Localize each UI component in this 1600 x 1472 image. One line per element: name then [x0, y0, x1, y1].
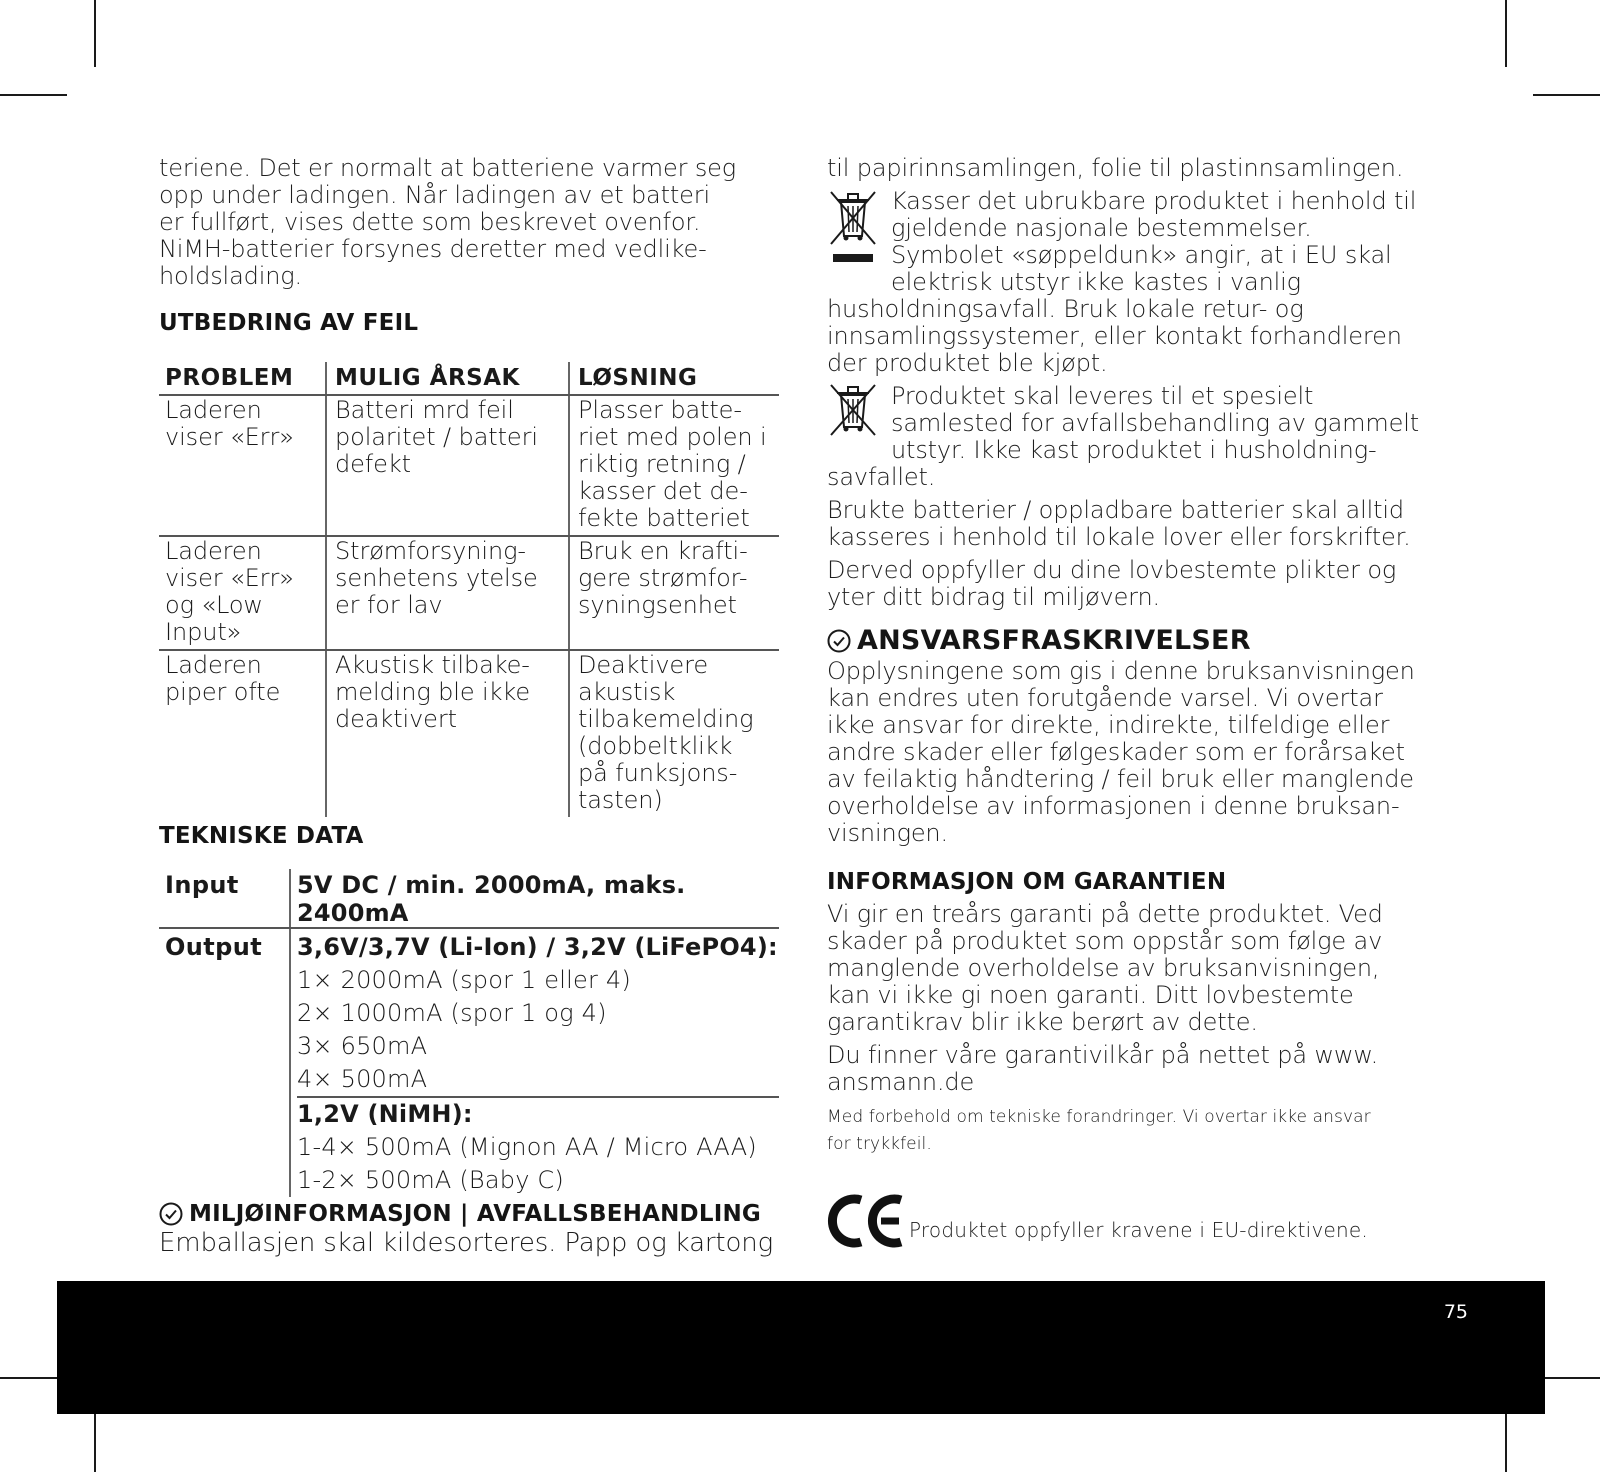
- environment-heading-text: MILJØINFORMASJON | AVFALLSBEHANDLING: [189, 1201, 761, 1227]
- troubleshoot-table: [159, 362, 779, 817]
- solution-cell: Bruk en krafti- gere strømfor- syningsenhet: [568, 537, 779, 649]
- text-line: Vi gir en treårs garanti på dette produktet. Ved: [827, 900, 1383, 928]
- crop-mark: [0, 94, 67, 96]
- intro-paragraph: [159, 155, 779, 290]
- crossed-bin-icon: [827, 188, 879, 264]
- problem-cell: Laderen viser «Err»: [165, 396, 294, 451]
- batteries-paragraph: [827, 497, 1452, 551]
- right-column: [827, 155, 1452, 1250]
- text-line: NiMH-batterier forsynes deretter med vedlike-: [159, 235, 707, 263]
- text-line: kasseres i henhold til lokale lover eller forskrifter.: [827, 523, 1411, 551]
- output-nimh-group: [297, 1098, 779, 1197]
- check-circle-icon: [159, 1202, 183, 1226]
- table-row: [159, 929, 779, 1197]
- text-line: husholdningsavfall. Bruk lokale retur- og: [827, 295, 1304, 323]
- text-line: Opplysningene som gis i denne bruksanvisningen: [827, 657, 1415, 685]
- text-line: er fullført, vises dette som beskrevet ovenfor.: [159, 208, 701, 236]
- nimh-line: 1-4× 500mA (Mignon AA / Micro AAA): [297, 1133, 757, 1161]
- warranty-paragraph: [827, 901, 1452, 1036]
- liion-line: 1× 2000mA (spor 1 eller 4): [297, 966, 631, 994]
- crop-mark: [1533, 94, 1600, 96]
- text-line: elektrisk utstyr ikke kastes i vanlig: [891, 268, 1301, 296]
- check-circle-icon: [827, 629, 851, 653]
- crossed-bin-icon: [827, 383, 879, 439]
- input-value: 5V DC / min. 2000mA, maks. 2400mA: [289, 869, 779, 927]
- solution-cell: Deaktivere akustisk tilbakemelding (dobbeltklikk på funksjons- tasten): [568, 651, 779, 817]
- crop-mark: [94, 1405, 96, 1472]
- duty-paragraph: [827, 557, 1452, 611]
- table-header-row: [159, 362, 779, 396]
- ce-statement: [827, 1192, 1452, 1250]
- text-line: kan vi ikke gi noen garanti. Ditt lovbestemte: [827, 981, 1354, 1009]
- column-header-problem: PROBLEM: [165, 365, 294, 391]
- text-line: andre skader eller følgeskader som er forårsaket: [827, 738, 1405, 766]
- text-line: ikke ansvar for direkte, indirekte, tilfeldige eller: [827, 711, 1390, 739]
- input-label: Input: [165, 871, 239, 899]
- footer-bar: [57, 1281, 1545, 1414]
- table-row: [159, 869, 779, 929]
- bin-icon-wrap: [827, 383, 891, 464]
- liion-line: 2× 1000mA (spor 1 og 4): [297, 999, 607, 1027]
- text-line: Kasser det ubrukbare produktet i henhold til: [891, 187, 1417, 215]
- disposal-text-1: [891, 188, 1416, 296]
- warranty-heading: INFORMASJON OM GARANTIEN: [827, 869, 1227, 895]
- text-line: ansmann.de: [827, 1068, 975, 1096]
- text-line: Du finner våre garantivilkår på nettet på www.: [827, 1041, 1379, 1069]
- nimh-heading: 1,2V (NiMH):: [297, 1100, 473, 1128]
- crop-mark: [1505, 1405, 1507, 1472]
- text-line: manglende overholdelse av bruksanvisningen,: [827, 954, 1380, 982]
- table-row: [159, 537, 779, 651]
- table-row: [159, 651, 779, 817]
- text-line: opp under ladingen. Når ladingen av et batteri: [159, 181, 710, 209]
- column-header-cause: MULIG ÅRSAK: [325, 362, 568, 394]
- text-line: teriene. Det er normalt at batteriene varmer seg: [159, 154, 737, 182]
- warranty-link-paragraph: [827, 1042, 1452, 1096]
- cause-cell: Akustisk tilbake- melding ble ikke deaktivert: [325, 651, 568, 817]
- cause-cell: Strømforsyning- senhetens ytelse er for lav: [325, 537, 568, 649]
- problem-cell: Laderen piper ofte: [165, 651, 281, 706]
- ce-mark-icon: [827, 1192, 905, 1250]
- text-line: for trykkfeil.: [827, 1134, 932, 1154]
- text-line: utstyr. Ikke kast produktet i husholdning-: [891, 436, 1377, 464]
- disclaimer-heading-text: ANSVARSFRASKRIVELSER: [857, 625, 1251, 656]
- text-line: gjeldende nasjonale bestemmelser.: [891, 214, 1312, 242]
- tech-data-heading: TEKNISKE DATA: [159, 823, 364, 849]
- tech-data-table: [159, 869, 779, 1197]
- technical-note: [827, 1104, 1452, 1158]
- crop-mark: [1505, 0, 1507, 67]
- disposal-notice-1: [827, 188, 1452, 296]
- text-line: garantikrav blir ikke berørt av dette.: [827, 1008, 1258, 1036]
- left-column: [159, 155, 779, 1259]
- disposal-notice-2: [827, 383, 1452, 464]
- problem-cell: Laderen viser «Err» og «Low Input»: [165, 537, 294, 646]
- nimh-line: 1-2× 500mA (Baby C): [297, 1166, 564, 1194]
- liion-line: 4× 500mA: [297, 1065, 428, 1093]
- liion-heading: 3,6V/3,7V (Li-Ion) / 3,2V (LiFePO4):: [297, 933, 778, 961]
- text-line: Brukte batterier / oppladbare batterier skal alltid: [827, 496, 1404, 524]
- liion-line: 3× 650mA: [297, 1032, 428, 1060]
- output-label: Output: [165, 933, 263, 961]
- text-line: skader på produktet som oppstår som følge av: [827, 927, 1383, 955]
- text-line: til papirinnsamlingen, folie til plastinnsamlingen.: [827, 154, 1404, 182]
- text-line: der produktet ble kjøpt.: [827, 349, 1108, 377]
- solution-cell: Plasser batte- riet med polen i riktig retning / kasser det de- fekte batteriet: [568, 396, 779, 535]
- output-liion-group: [297, 929, 779, 1098]
- text-line: kan endres uten forutgående varsel. Vi overtar: [827, 684, 1383, 712]
- text-line: Produktet skal leveres til et spesielt: [891, 382, 1314, 410]
- text-line: Symbolet «søppeldunk» angir, at i EU skal: [891, 241, 1392, 269]
- page-number: 75: [1443, 1301, 1468, 1323]
- output-values: [289, 929, 779, 1197]
- text-line: holdslading.: [159, 262, 303, 290]
- environment-text: Emballasjen skal kildesorteres. Papp og kartong: [159, 1228, 774, 1258]
- troubleshoot-heading: UTBEDRING AV FEIL: [159, 310, 419, 336]
- disposal-text-2: [891, 383, 1419, 464]
- text-line: yter ditt bidrag til miljøvern.: [827, 583, 1161, 611]
- text-line: av feilaktig håndtering / feil bruk eller manglende: [827, 765, 1414, 793]
- text-line: visningen.: [827, 819, 948, 847]
- column-header-solution: LØSNING: [568, 362, 779, 394]
- ce-text: Produktet oppfyller kravene i EU-direktivene.: [909, 1218, 1368, 1242]
- text-line: samlested for avfallsbehandling av gammelt: [891, 409, 1419, 437]
- text-line: savfallet.: [827, 463, 936, 491]
- text-line: overholdelse av informasjonen i denne bruksan-: [827, 792, 1400, 820]
- text-line: Med forbehold om tekniske forandringer. Vi overtar ikke ansvar: [827, 1107, 1371, 1127]
- disclaimer-paragraph: [827, 658, 1452, 847]
- cause-cell: Batteri mrd feil polaritet / batteri defekt: [325, 396, 568, 535]
- bin-icon-wrap: [827, 188, 891, 296]
- crop-mark: [94, 0, 96, 67]
- environment-heading: [159, 1201, 779, 1227]
- table-row: [159, 396, 779, 537]
- text-line: innsamlingssystemer, eller kontakt forhandleren: [827, 322, 1402, 350]
- disclaimer-heading: [827, 625, 1452, 656]
- text-line: Derved oppfyller du dine lovbestemte plikter og: [827, 556, 1397, 584]
